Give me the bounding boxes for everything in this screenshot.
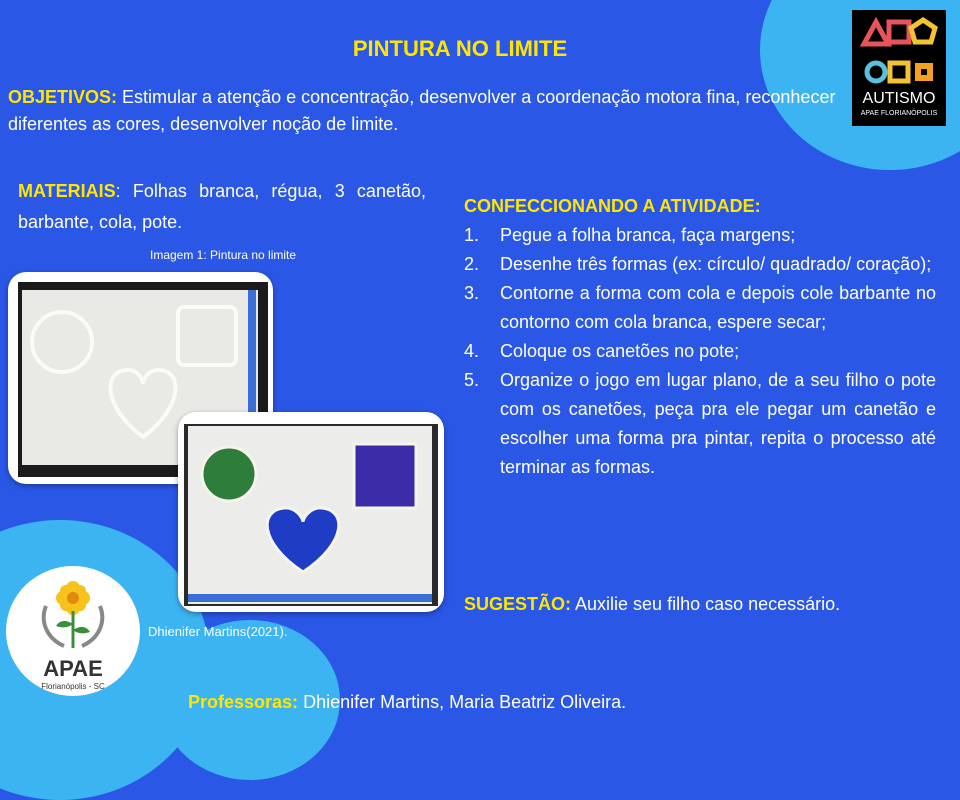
photo-credit: Dhienifer Martins(2021). <box>148 624 288 639</box>
list-item <box>464 337 936 366</box>
materiais-text: : Folhas branca, régua, 3 canetão, barbante, cola, pote. <box>18 181 426 232</box>
apae-logo <box>6 566 140 696</box>
professoras-text: Dhienifer Martins, Maria Beatriz Oliveira. <box>298 692 627 712</box>
objetivos-label: OBJETIVOS: <box>8 87 118 107</box>
step-text: Desenhe três formas (ex: círculo/ quadrado/ coração); <box>500 254 932 274</box>
step-number: 5. <box>464 370 480 390</box>
professoras-line <box>188 692 626 713</box>
confeccionando-section <box>464 192 936 482</box>
autismo-logo-title: AUTISMO <box>862 90 936 107</box>
apae-logo-subtitle: Florianópolis - SC <box>41 682 105 691</box>
list-item <box>464 366 936 482</box>
step-number: 4. <box>464 341 480 361</box>
objetivos-text: Estimular a atenção e concentração, desenvolver a coordenação motora fina, reconhecer diferentes as cores, desenvolver noção de limite. <box>8 87 836 134</box>
apae-flower-hands-graphic <box>6 566 140 656</box>
apae-logo-title: APAE <box>43 656 103 681</box>
materiais-label: MATERIAIS <box>18 181 116 201</box>
step-number: 1. <box>464 225 480 245</box>
objetivos-paragraph <box>8 84 848 138</box>
sugestao-paragraph <box>464 594 840 615</box>
professoras-label: Professoras: <box>188 692 299 712</box>
step-text: Coloque os canetões no pote; <box>500 341 740 361</box>
step-text: Organize o jogo em lugar plano, de a seu filho o pote com os canetões, peça pra ele pegar um canetão e escolher uma forma pra pintar, repita o processo até terminar as formas. <box>500 370 936 477</box>
autismo-logo <box>852 10 946 126</box>
steps-list <box>464 221 936 482</box>
autismo-logo-subtitle: APAE FLORIANÓPOLIS <box>860 110 938 117</box>
image-caption: Imagem 1: Pintura no limite <box>150 248 297 262</box>
sugestao-label: SUGESTÃO: <box>464 594 572 614</box>
step-text: Pegue a folha branca, faça margens; <box>500 225 796 245</box>
autismo-logo-graphic <box>852 10 946 126</box>
page-title: PINTURA NO LIMITE <box>352 36 568 61</box>
confeccionando-heading: CONFECCIONANDO A ATIVIDADE: <box>464 196 761 216</box>
step-number: 2. <box>464 254 480 274</box>
step-text: Contorne a forma com cola e depois cole barbante no contorno com cola branca, espere secar; <box>500 283 936 332</box>
step-number: 3. <box>464 283 480 303</box>
activity-photo-painted <box>178 412 444 612</box>
list-item <box>464 221 936 250</box>
sugestao-text: Auxilie seu filho caso necessário. <box>571 594 841 614</box>
list-item <box>464 279 936 337</box>
list-item <box>464 250 936 279</box>
materiais-paragraph <box>18 176 426 238</box>
